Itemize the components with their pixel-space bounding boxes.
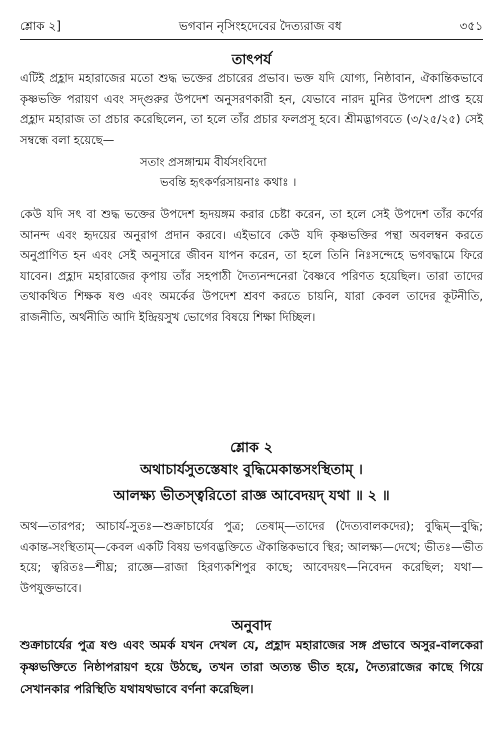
verse-heading: শ্লোক ২ bbox=[230, 440, 273, 456]
quoted-verse-line-2: ভবন্তি হৃৎকর্ণরসায়নাঃ কথাঃ । bbox=[160, 175, 297, 189]
sanskrit-verse-line-1: অথাচার্যসুতস্তেষাং বুদ্ধিমেকান্তসংস্থিতাম্ । bbox=[140, 462, 363, 478]
running-header bbox=[20, 18, 483, 38]
purport-paragraph-1: এটিই প্রহ্লাদ মহারাজের মতো শুদ্ধ ভক্তের প্রচারের প্রভাব। ভক্ত যদি যোগ্য, নিষ্ঠাবান, ঐকান্তিকভাবে কৃষ্ণভক্তি পরায়ণ এবং সদ্গুরুর উপদেশ অনুসরণকারী হন, যেভাবে নারদ মুনির উপদেশ প্রাপ্ত হয়ে প্রহ্লাদ মহারাজ তা প্রচার করেছিলেন, তা হলে তাঁর প্রচার ফলপ্রসূ হবে। শ্রীমদ্ভাগবতে (৩/২৫/২৫) সেই সম্বন্ধে বলা হয়েছে— bbox=[20, 71, 483, 147]
sanskrit-verse-line-2: আলক্ষ্য ভীতস্ত্বরিতো রাজ্ঞ আবেদয়দ্ যথা ॥ ২ ॥ bbox=[113, 488, 390, 504]
translation-paragraph: শুক্রাচার্যের পুত্র ষণ্ড এবং অমর্ক যখন দেখল যে, প্রহ্লাদ মহারাজের সঙ্গ প্রভাবে অসুর-বালকেরা কৃষ্ণভক্তিতে নিষ্ঠাপরায়ণ হয়ে উঠছে, তখন তারা অত্যন্ত ভীত হয়ে, দৈত্যরাজের কাছে গিয়ে সেখানকার পরিস্থিতি যথাযথভাবে বর্ণনা করেছিল। bbox=[20, 638, 483, 696]
header-chapter-title: ভগবান নৃসিংহদেবের দৈত্যরাজ বধ bbox=[178, 19, 342, 33]
header-verse-ref: শ্লোক ২] bbox=[20, 19, 61, 33]
header-rule bbox=[20, 39, 483, 40]
quoted-verse-line-1: সতাং প্রসঙ্গান্মম বীর্যসংবিদো bbox=[140, 155, 267, 169]
page-number: ৩৫১ bbox=[459, 19, 483, 33]
purport-heading: তাৎপর্য bbox=[231, 52, 272, 68]
synonyms-paragraph: অথ—তারপর; আচার্য-সুতঃ—শুক্রাচার্যের পুত্র; তেষাম্—তাদের (দৈত্যবালকদের); বুদ্ধিম্—বুদ্ধি; একান্ত-সংস্থিতাম্—কেবল একটি বিষয় ভগবদ্ভক্তিতে ঐকান্তিকভাবে স্থির; আলক্ষ্য—দেখে; ভীতঃ—ভীত হয়ে; ত্বরিতঃ—শীঘ্র; রাজ্ঞে—রাজা হিরণ্যকশিপুর কাছে; আবেদয়ৎ—নিবেদন করেছিল; যথা—উপযুক্তভাবে। bbox=[20, 519, 483, 595]
purport-paragraph-2: কেউ যদি সৎ বা শুদ্ধ ভক্তের উপদেশ হৃদয়ঙ্গম করার চেষ্টা করেন, তা হলে সেই উপদেশ তাঁর কর্ণের আনন্দ এবং হৃদয়ের অনুরাগ প্রদান করবে। এইভাবে কেউ যদি কৃষ্ণভক্তির পন্থা অবলম্বন করতে অনুপ্রাণিত হন এবং সেই অনুসারে জীবন যাপন করেন, তা হলে তিনি নিঃসন্দেহে ভগবদ্ধামে ফিরে যাবেন। প্রহ্লাদ মহারাজের কৃপায় তাঁর সহপাঠী দৈত্যনন্দনেরা বৈষ্ণবে পরিণত হয়েছিল। তারা তাদের তথাকথিত শিক্ষক ষণ্ড এবং অমর্কের উপদেশ শ্রবণ করতে চায়নি, যারা কেবল তাদের কূটনীতি, রাজনীতি, অর্থনীতি আদি ইন্দ্রিয়সুখ ভোগের বিষয়ে শিক্ষা দিচ্ছিল। bbox=[20, 207, 483, 324]
translation-heading: অনুবাদ bbox=[231, 618, 272, 634]
